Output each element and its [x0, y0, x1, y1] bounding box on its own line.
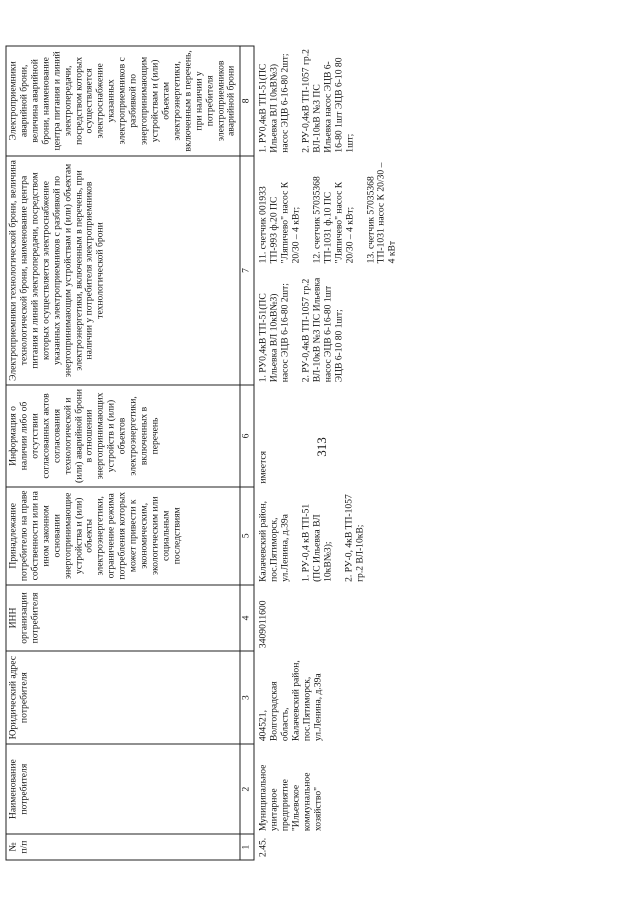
emergency-reserve-item: 12. счетчик 57035368 ТП-1031 ф.10 ПС "Ляпичево" насос К 20/30 – 4 кВт; [311, 176, 356, 264]
acts-status: имеется [257, 450, 269, 484]
rotated-table-sheet [6, 46, 636, 861]
row-number: 2.45. [257, 837, 269, 857]
header-acts: Информация о наличии либо об отсутствии согласованных актов согласования технологической и (или) аварийной брони в отношении энергопринимающих устройств и (или) объектов электроэнергетики, включенных в перечень [6, 385, 240, 486]
column-number: 1 [240, 834, 254, 860]
legal-address: 404521, Волгоградская область, Калачевский район, пос.Пятиморск, ул.Ленина, д.39а [257, 660, 324, 742]
emergency-reserve-item: 11. счетчик 001933 ТП-993 ф.20 ПС "Ляпичево" насос К 20/30 – 4 кВт; [257, 181, 302, 264]
header-name: Наименование потребителя [6, 744, 240, 834]
header-row [6, 46, 240, 860]
header-num: № п/п [6, 834, 240, 860]
column-number: 7 [240, 156, 254, 386]
emergency-reserve-right-item: 1. РУ0,4кВ ТП-51(ПС Ильевка ВЛ 10кВ№3) насос ЭЦВ 6-16-80 2шт; [257, 53, 291, 153]
consumer-name: Муниципальное унитарное предприятие "Ильевское коммунальное хозяйство" [257, 764, 324, 832]
header-address: Юридический адрес потребителя [6, 651, 240, 744]
tech-reserve-item: 2. РУ-0,4кВ ТП-1057 гр.2 ВЛ-10кВ №3 ПС Ильевка насос ЭЦВ 6-16-80 1шт ЭЦВ 6-10 80 1шт; [300, 277, 345, 383]
inn-value: 3409011600 [257, 600, 269, 649]
emergency-reserve-item: 13. счетчик 57035368 ТП-1031 насос К 20/30 – 4 кВт [365, 162, 398, 264]
table-row [254, 46, 413, 860]
page-number: 313 [314, 437, 329, 457]
tech-reserve-item: 1. РУ0,4кВ ТП-51(ПС Ильевка ВЛ 10кВ№3) насос ЭЦВ 6-16-80 2шт; [257, 283, 291, 383]
reserve-table [6, 46, 413, 861]
column-number: 5 [240, 487, 254, 585]
column-number: 3 [240, 651, 254, 744]
column-number: 8 [240, 46, 254, 156]
devices-item: 2. РУ-0, 4кВ ТП-1057 гр.2 ВЛ-10кВ; [343, 494, 366, 582]
header-emergency-reserve: Электроприемники аварийной брони, величина аварийной брони, наименование центра питания и линий электропередачи, посредством которых осуществляется электроснабжение указанных электроприемников с разбивкой по энергопринимающим устройствам и (или) объектам электроэнергетики, включенным в перечень, при наличии у потребителя электроприемников аварийной брони [6, 46, 240, 156]
column-number: 4 [240, 585, 254, 651]
devices-item: 1. РУ-0,4 кВ ТП-51 (ПС Ильевка ВЛ 10кВ№3); [300, 503, 334, 582]
emergency-reserve-cell [254, 156, 413, 267]
column-number-row [240, 46, 254, 860]
header-tech-reserve: Электроприемники технологической брони, величина технологической брони, наименование центра питания и линий электропередачи, посредством которых осуществляется электроснабжение указанных электроприемников с разбивкой по энергопринимающим устройствам и (или) объектам электроэнергетики, включенным в перечень, при наличии у потребителя электроприемников технологической брони [6, 156, 240, 386]
devices-location: Калачевский район, пос.Пятиморск, ул.Ленина, д.39а [257, 500, 291, 582]
emergency-reserve-right-item: 2. РУ-0,4кВ ТП-1057 гр.2 ВЛ-10кВ №3 ПС Ильевка насос ЭЦВ 6-16-80 1шт ЭЦВ 6-10 80 1шт; [300, 49, 356, 153]
emergency-reserve-right-cell [254, 46, 413, 156]
devices-cell [254, 487, 413, 585]
header-devices: Принадлежание потребителю на праве собственности или на ином законном основании энергопринимающие устройства и (или) объекты электроэнергетики, ограничение режима потребления которых может привести к экономическим, экологическим или социальным последствиям [6, 487, 240, 585]
tech-reserve-cell [254, 266, 413, 385]
header-inn: ИНН организации потребителя [6, 585, 240, 651]
column-number: 2 [240, 744, 254, 834]
column-number: 6 [240, 385, 254, 486]
